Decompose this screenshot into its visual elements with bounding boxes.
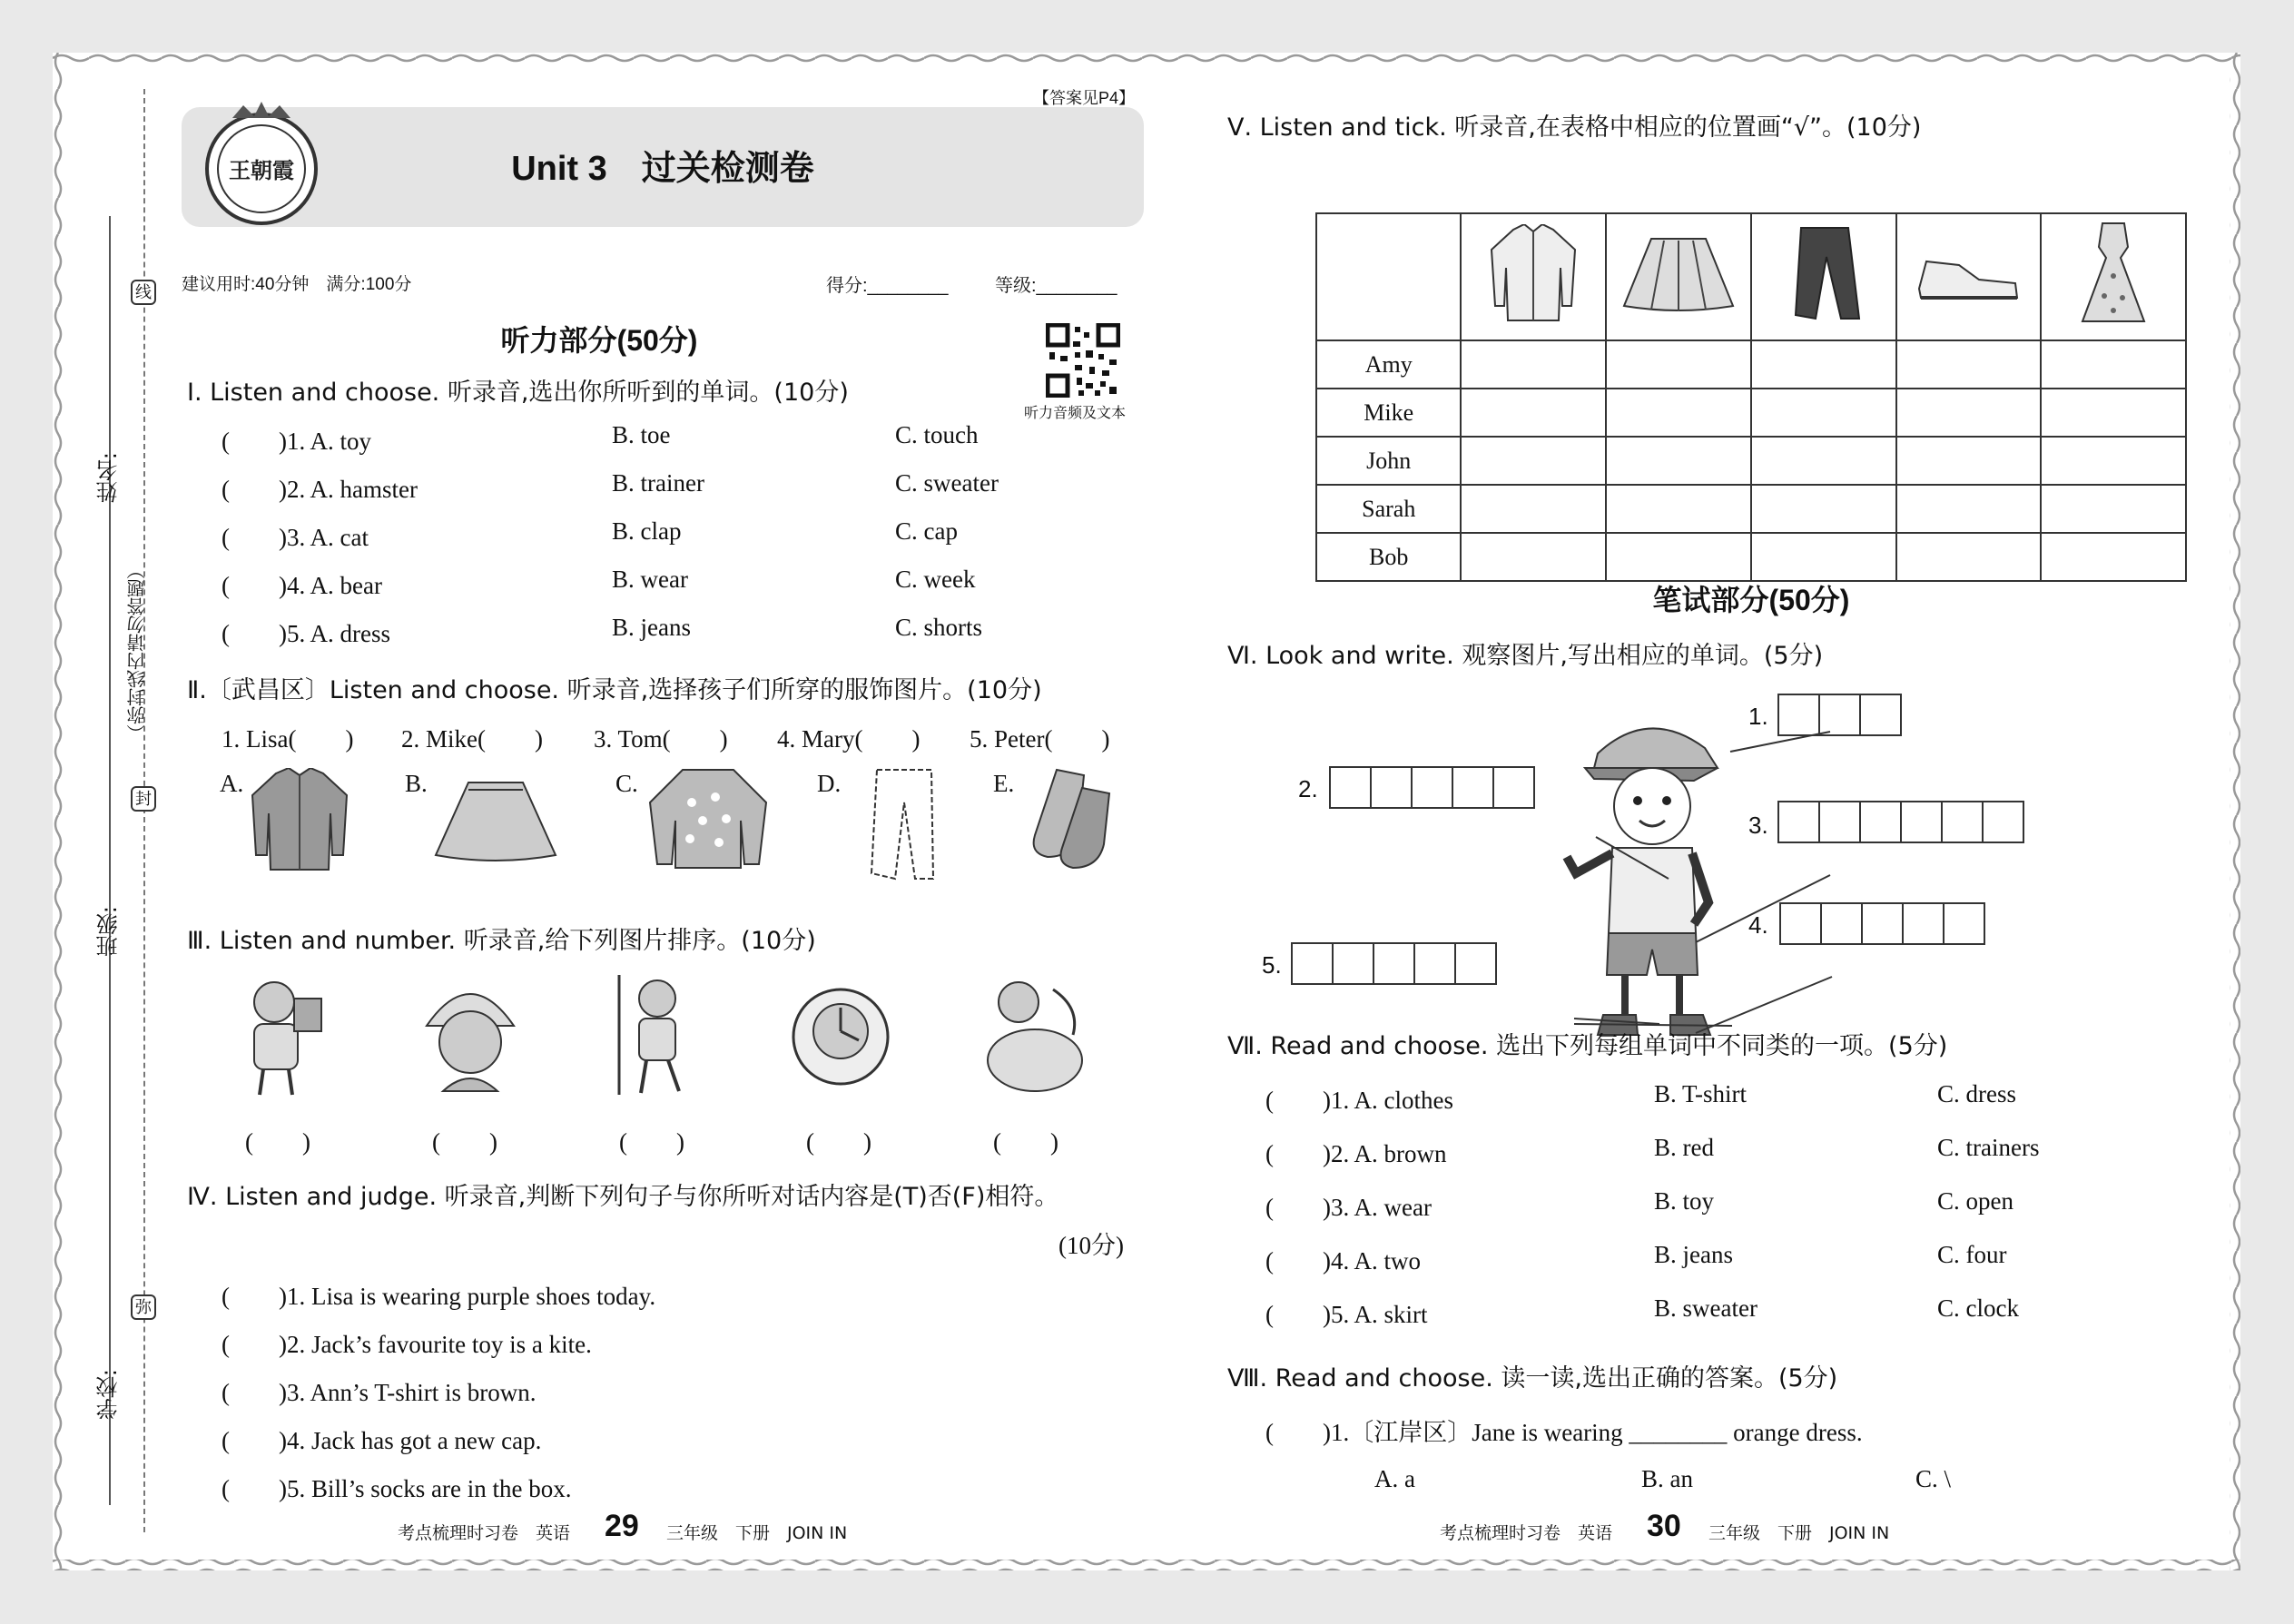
tick-cell[interactable] bbox=[1896, 533, 2042, 581]
class-label: 班级: bbox=[96, 906, 122, 958]
margin-mark-line: 线 bbox=[131, 280, 156, 305]
binding-line bbox=[109, 216, 111, 1505]
tick-cell[interactable] bbox=[1751, 437, 1896, 485]
tick-table bbox=[1315, 212, 2187, 582]
listening-heading: 听力部分(50分) bbox=[500, 324, 698, 357]
margin-mark-seal: 封 bbox=[131, 786, 156, 812]
skirt-col-icon bbox=[1620, 233, 1737, 315]
s1-item-4-a[interactable]: ( )4. A. bear bbox=[222, 572, 382, 599]
s7-item-2-c: C. trainers bbox=[1937, 1134, 2040, 1161]
s7-item-1-b: B. T-shirt bbox=[1654, 1080, 1748, 1107]
tick-name-mike: Mike bbox=[1316, 389, 1461, 437]
s6-label-5: 5. bbox=[1262, 951, 1282, 979]
tick-cell[interactable] bbox=[1751, 340, 1896, 389]
s1-item-1-b: B. toe bbox=[612, 421, 671, 448]
tick-header-dress bbox=[2041, 213, 2186, 340]
tick-cell[interactable] bbox=[1896, 340, 2042, 389]
s3-bracket-3[interactable]: ( ) bbox=[619, 1128, 684, 1156]
s4-item-3[interactable]: ( )3. Ann’s T-shirt is brown. bbox=[222, 1379, 537, 1406]
s2-option-e: E. bbox=[993, 770, 1015, 797]
s1-item-2-a[interactable]: ( )2. A. hamster bbox=[222, 476, 418, 503]
s7-item-4-c: C. four bbox=[1937, 1241, 2007, 1268]
tick-name-sarah: Sarah bbox=[1316, 485, 1461, 533]
margin-note: （弥封线内请勿答题） bbox=[126, 561, 148, 743]
leader-lines bbox=[1378, 688, 2086, 1069]
s4-item-5[interactable]: ( )5. Bill’s socks are in the box. bbox=[222, 1475, 572, 1502]
name-label: 姓名: bbox=[96, 452, 122, 504]
s4-item-1[interactable]: ( )1. Lisa is wearing purple shoes today. bbox=[222, 1283, 656, 1310]
footer-right-tail: 三年级 下册 JOIN IN bbox=[1708, 1523, 1890, 1543]
s6-word-boxes-3[interactable] bbox=[1777, 801, 2023, 843]
tick-header-blank bbox=[1316, 213, 1461, 340]
s2-option-b: B. bbox=[405, 770, 428, 797]
s6-label-1: 1. bbox=[1748, 703, 1768, 730]
shirt-icon bbox=[249, 768, 350, 873]
tiger-picture-1-icon bbox=[227, 971, 336, 1098]
tick-cell[interactable] bbox=[1896, 437, 2042, 485]
s6-word-boxes-5[interactable] bbox=[1291, 942, 1495, 985]
s7-item-3-b: B. toy bbox=[1654, 1187, 1715, 1215]
tick-cell[interactable] bbox=[2041, 485, 2186, 533]
tiger-picture-4-icon bbox=[786, 971, 895, 1098]
tick-row-sarah bbox=[1316, 485, 2186, 533]
s1-item-1-a[interactable]: ( )1. A. toy bbox=[222, 428, 371, 455]
tick-cell[interactable] bbox=[1606, 340, 1751, 389]
tick-cell[interactable] bbox=[2041, 340, 2186, 389]
s7-item-2-b: B. red bbox=[1654, 1134, 1714, 1161]
s1-item-5-a[interactable]: ( )5. A. dress bbox=[222, 620, 390, 647]
tick-cell[interactable] bbox=[1751, 485, 1896, 533]
s1-item-3-c: C. cap bbox=[895, 517, 958, 545]
tick-header-shirt bbox=[1461, 213, 1606, 340]
s1-item-5-c: C. shorts bbox=[895, 614, 983, 641]
logo-text: 王朝霞 bbox=[229, 158, 294, 183]
tick-cell[interactable] bbox=[1461, 340, 1606, 389]
s8-option-c[interactable]: C. \ bbox=[1915, 1465, 1952, 1492]
section-7-title: Ⅶ. Read and choose. 选出下列每组单词中不同类的一项。(5分) bbox=[1227, 1032, 1948, 1060]
s6-label-2: 2. bbox=[1298, 775, 1318, 802]
s2-blank-peter[interactable]: 5. Peter( ) bbox=[970, 725, 1110, 753]
grade-field[interactable]: 等级:________ bbox=[995, 276, 1117, 296]
tick-row-mike bbox=[1316, 389, 2186, 437]
tick-name-amy: Amy bbox=[1316, 340, 1461, 389]
s1-item-5-b: B. jeans bbox=[612, 614, 691, 641]
page-title: Unit 3 过关检测卷 bbox=[511, 150, 814, 188]
tiger-picture-3-icon bbox=[601, 971, 710, 1098]
trainers-col-icon bbox=[1914, 238, 2023, 310]
tick-row-john bbox=[1316, 437, 2186, 485]
s2-blank-mike[interactable]: 2. Mike( ) bbox=[401, 725, 543, 753]
s6-label-3: 3. bbox=[1748, 812, 1768, 839]
section-1-title: Ⅰ. Listen and choose. 听录音,选出你所听到的单词。(10分) bbox=[187, 379, 849, 407]
s2-blank-mary[interactable]: 4. Mary( ) bbox=[777, 725, 921, 753]
dress-col-icon bbox=[2077, 220, 2150, 329]
answer-ref: 【答案见P4】 bbox=[1033, 89, 1136, 107]
sweater-icon bbox=[646, 766, 770, 871]
qr-caption: 听力音频及文本 bbox=[1024, 404, 1127, 421]
tick-cell[interactable] bbox=[1461, 485, 1606, 533]
s6-word-boxes-2[interactable] bbox=[1329, 766, 1533, 809]
tick-name-john: John bbox=[1316, 437, 1461, 485]
section-4-points: (10分) bbox=[1058, 1232, 1124, 1259]
s4-item-4[interactable]: ( )4. Jack has got a new cap. bbox=[222, 1427, 542, 1454]
tick-cell[interactable] bbox=[2041, 389, 2186, 437]
tiger-picture-2-icon bbox=[416, 971, 525, 1098]
section-3-title: Ⅲ. Listen and number. 听录音,给下列图片排序。(10分) bbox=[187, 927, 816, 955]
margin-mark-mi: 弥 bbox=[131, 1294, 156, 1320]
s2-blank-tom[interactable]: 3. Tom( ) bbox=[594, 725, 728, 753]
footer-left-tail: 三年级 下册 JOIN IN bbox=[666, 1523, 848, 1543]
tick-cell[interactable] bbox=[1606, 437, 1751, 485]
s1-item-3-a[interactable]: ( )3. A. cat bbox=[222, 524, 369, 551]
s1-item-2-b: B. trainer bbox=[612, 469, 704, 497]
time-info: 建议用时:40分钟 满分:100分 bbox=[182, 275, 412, 294]
tick-cell[interactable] bbox=[1606, 389, 1751, 437]
s2-option-c: C. bbox=[615, 770, 638, 797]
s2-option-a: A. bbox=[220, 770, 244, 797]
s3-bracket-4[interactable]: ( ) bbox=[806, 1128, 871, 1156]
score-field[interactable]: 得分:________ bbox=[826, 276, 949, 296]
footer-left-page: 29 bbox=[605, 1509, 639, 1543]
s7-item-5-b: B. sweater bbox=[1654, 1294, 1757, 1322]
tick-cell[interactable] bbox=[1606, 533, 1751, 581]
tick-cell[interactable] bbox=[1896, 485, 2042, 533]
s3-bracket-1[interactable]: ( ) bbox=[245, 1128, 310, 1156]
tick-cell[interactable] bbox=[1461, 533, 1606, 581]
tick-table-header-row bbox=[1316, 213, 2186, 340]
exam-sheet bbox=[53, 53, 2240, 1570]
trousers-col-icon bbox=[1783, 224, 1865, 324]
s1-item-4-b: B. wear bbox=[612, 566, 688, 593]
s7-item-4-a[interactable]: ( )4. A. two bbox=[1265, 1247, 1421, 1275]
written-heading: 笔试部分(50分) bbox=[1652, 584, 1850, 616]
s4-item-2[interactable]: ( )2. Jack’s favourite toy is a kite. bbox=[222, 1331, 592, 1358]
s7-item-5-c: C. clock bbox=[1937, 1294, 2019, 1322]
school-label: 学校: bbox=[96, 1369, 122, 1421]
jeans-icon bbox=[844, 766, 944, 884]
footer-left-text: 考点梳理时习卷 英语 bbox=[398, 1523, 571, 1543]
tiger-picture-5-icon bbox=[971, 971, 1089, 1098]
tick-cell[interactable] bbox=[1751, 389, 1896, 437]
s3-bracket-2[interactable]: ( ) bbox=[432, 1128, 497, 1156]
s7-item-4-b: B. jeans bbox=[1654, 1241, 1733, 1268]
s8-option-a[interactable]: A. a bbox=[1374, 1465, 1415, 1492]
tick-cell[interactable] bbox=[1461, 437, 1606, 485]
shirt-col-icon bbox=[1488, 224, 1579, 324]
s7-item-1-a[interactable]: ( )1. A. clothes bbox=[1265, 1087, 1453, 1114]
s6-label-4: 4. bbox=[1748, 911, 1768, 939]
s6-word-boxes-1[interactable] bbox=[1777, 694, 1900, 736]
s7-item-2-a[interactable]: ( )2. A. brown bbox=[1265, 1140, 1447, 1167]
s1-item-2-c: C. sweater bbox=[895, 469, 999, 497]
tick-header-trousers bbox=[1751, 213, 1896, 340]
s1-item-4-c: C. week bbox=[895, 566, 976, 593]
tick-row-amy bbox=[1316, 340, 2186, 389]
section-2-title: Ⅱ.〔武昌区〕Listen and choose. 听录音,选择孩子们所穿的服饰图片。(10分) bbox=[187, 676, 1042, 704]
s7-item-5-a[interactable]: ( )5. A. skirt bbox=[1265, 1301, 1428, 1328]
s1-item-3-b: B. clap bbox=[612, 517, 682, 545]
tick-name-bob: Bob bbox=[1316, 533, 1461, 581]
section-4-title: Ⅳ. Listen and judge. 听录音,判断下列句子与你所听对话内容是(T)否(F)相符。 bbox=[187, 1183, 1059, 1211]
s8-option-b[interactable]: B. an bbox=[1641, 1465, 1693, 1492]
tick-cell[interactable] bbox=[1461, 389, 1606, 437]
s7-item-1-c: C. dress bbox=[1937, 1080, 2016, 1107]
s7-item-3-c: C. open bbox=[1937, 1187, 2013, 1215]
s2-option-d: D. bbox=[817, 770, 842, 797]
tick-cell[interactable] bbox=[2041, 533, 2186, 581]
footer-right-text: 考点梳理时习卷 英语 bbox=[1440, 1523, 1613, 1543]
section-6-title: Ⅵ. Look and write. 观察图片,写出相应的单词。(5分) bbox=[1227, 642, 1824, 670]
socks-icon bbox=[1020, 766, 1122, 871]
footer-right-page: 30 bbox=[1647, 1509, 1681, 1543]
tick-header-trainers bbox=[1896, 213, 2042, 340]
s8-question-1[interactable]: ( )1.〔江岸区〕Jane is wearing ________ orange dress. bbox=[1265, 1419, 1863, 1446]
tick-header-skirt bbox=[1606, 213, 1751, 340]
skirt-icon bbox=[432, 779, 559, 862]
tick-row-bob bbox=[1316, 533, 2186, 581]
s6-word-boxes-4[interactable] bbox=[1779, 902, 1984, 945]
tick-cell[interactable] bbox=[2041, 437, 2186, 485]
s1-item-1-c: C. touch bbox=[895, 421, 979, 448]
s3-bracket-5[interactable]: ( ) bbox=[993, 1128, 1058, 1156]
section-8-title: Ⅷ. Read and choose. 读一读,选出正确的答案。(5分) bbox=[1227, 1364, 1838, 1393]
tick-cell[interactable] bbox=[1606, 485, 1751, 533]
section-5-title: Ⅴ. Listen and tick. 听录音,在表格中相应的位置画“√”。(10分) bbox=[1227, 113, 1922, 142]
qr-code-icon bbox=[1046, 323, 1120, 398]
tick-cell[interactable] bbox=[1896, 389, 2042, 437]
s7-item-3-a[interactable]: ( )3. A. wear bbox=[1265, 1194, 1432, 1221]
tick-cell[interactable] bbox=[1751, 533, 1896, 581]
s2-blank-lisa[interactable]: 1. Lisa( ) bbox=[222, 725, 354, 753]
